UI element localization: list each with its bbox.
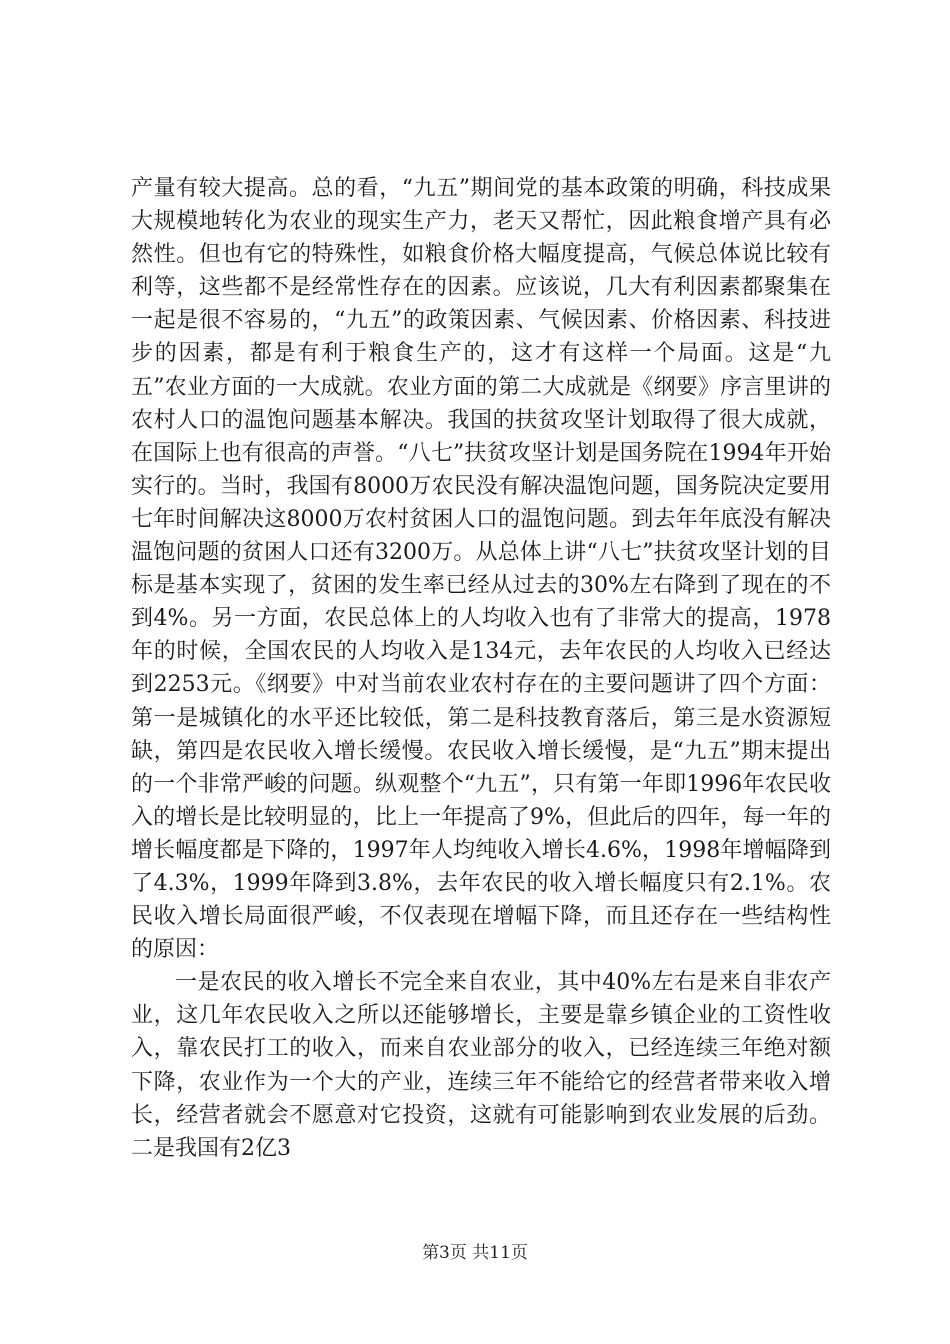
page-footer	[0, 1242, 950, 1264]
body-text	[131, 172, 831, 1165]
page-number-label: 第3页 共11页	[422, 1243, 528, 1263]
paragraph-2: 一是农民的收入增长不完全来自农业，其中40%左右是来自非农产业，这几年农民收入之所以还能够增长，主要是靠乡镇企业的工资性收入，靠农民打工的收入，而来自农业部分的收入，已经连续三年绝对额下降，农业作为一个大的产业，连续三年不能给它的经营者带来收入增长，经营者就会不愿意对它投资，这就有可能影响到农业发展的后劲。二是我国有2亿3	[131, 970, 831, 1161]
paragraph-1: 产量有较大提高。总的看，“九五”期间党的基本政策的明确，科技成果大规模地转化为农业的现实生产力，老天又帮忙，因此粮食增产具有必然性。但也有它的特殊性，如粮食价格大幅度提高，气候总体说比较有利等，这些都不是经常性存在的因素。应该说，几大有利因素都聚集在一起是很不容易的，“九五”的政策因素、气候因素、价格因素、科技进步的因素，都是有利于粮食生产的，这才有这样一个局面。这是“九五”农业方面的一大成就。农业方面的第二大成就是《纲要》序言里讲的农村人口的温饱问题基本解决。我国的扶贫攻坚计划取得了很大成就，在国际上也有很高的声誉。“八七”扶贫攻坚计划是国务院在1994年开始实行的。当时，我国有8000万农民没有解决温饱问题，国务院决定要用七年时间解决这8000万农村贫困人口的温饱问题。到去年年底没有解决温饱问题的贫困人口还有3200万。从总体上讲“八七”扶贫攻坚计划的目标是基本实现了，贫困的发生率已经从过去的30%左右降到了现在的不到4%。另一方面，农民总体上的人均收入也有了非常大的提高，1978年的时候，全国农民的人均收入是134元，去年农民的人均收入已经达到2253元。《纲要》中对当前农业农村存在的主要问题讲了四个方面：第一是城镇化的水平还比较低，第二是科技教育落后，第三是水资源短缺，第四是农民收入增长缓慢。农民收入增长缓慢，是“九五”期末提出的一个非常严峻的问题。纵观整个“九五”，只有第一年即1996年农民收入的增长是比较明显的，比上一年提高了9%，但此后的四年，每一年的增长幅度都是下降的，1997年人均纯收入增长4.6%，1998年增幅降到了4.3%，1999年降到3.8%，去年农民的收入增长幅度只有2.1%。农民收入增长局面很严峻，不仅表现在增幅下降，而且还存在一些结构性的原因：	[131, 176, 831, 963]
